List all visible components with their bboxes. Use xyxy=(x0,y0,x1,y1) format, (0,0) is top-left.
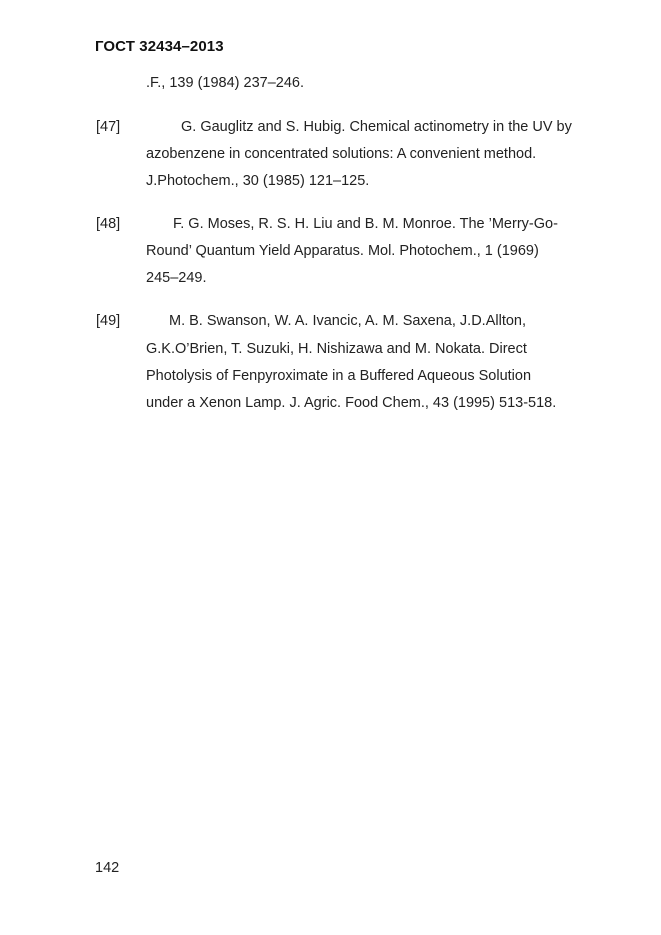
reference-line: 245–249. xyxy=(146,270,207,286)
reference-line: Round’ Quantum Yield Apparatus. Mol. Photochem., 1 (1969) xyxy=(146,243,539,259)
page-number: 142 xyxy=(95,860,120,876)
reference-line: Photolysis of Fenpyroximate in a Buffered Aqueous Solution xyxy=(146,368,532,384)
reference-number: [48] xyxy=(96,216,121,232)
reference-line: azobenzene in concentrated solutions: A convenient method. xyxy=(146,146,537,162)
reference-line: G. Gauglitz and S. Hubig. Chemical actinometry in the UV by xyxy=(181,119,572,135)
reference-line: M. B. Swanson, W. A. Ivancic, A. M. Saxena, J.D.Allton, xyxy=(169,313,527,329)
reference-line: under a Xenon Lamp. J. Agric. Food Chem., 43 (1995) 513-518. xyxy=(146,395,557,411)
continuation-line: .F., 139 (1984) 237–246. xyxy=(146,75,305,91)
document-header: ГОСТ 32434–2013 xyxy=(95,38,224,55)
reference-line: J.Photochem., 30 (1985) 121–125. xyxy=(146,173,370,189)
reference-number: [47] xyxy=(96,119,121,135)
reference-line: G.K.O’Brien, T. Suzuki, H. Nishizawa and M. Nokata. Direct xyxy=(146,341,527,357)
reference-line: F. G. Moses, R. S. H. Liu and B. M. Monroe. The ’Merry-Go- xyxy=(173,216,558,232)
reference-number: [49] xyxy=(96,313,121,329)
